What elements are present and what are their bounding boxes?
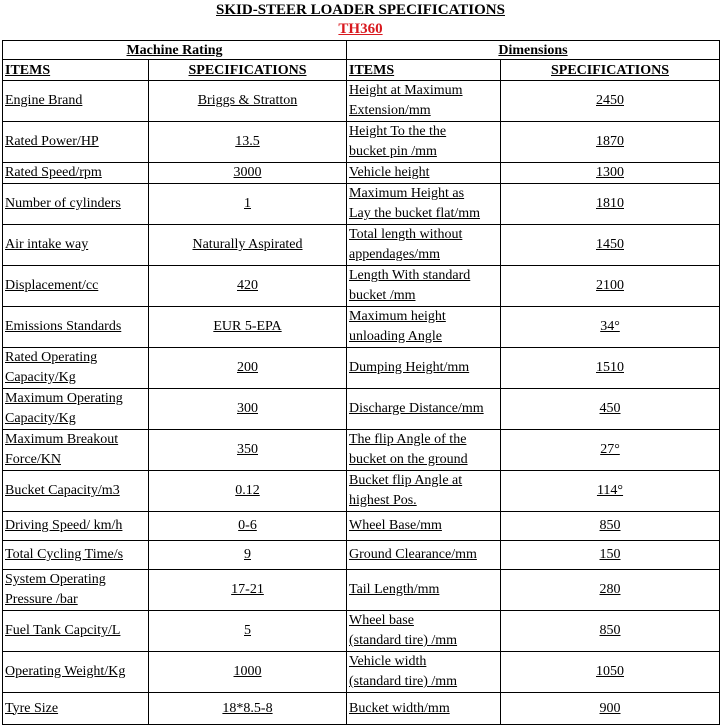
right-spec-value: 2100 (501, 266, 720, 307)
table-row (3, 652, 720, 693)
table-row (3, 225, 720, 266)
table-row (3, 512, 720, 541)
right-item-line: Discharge Distance/mm (349, 401, 484, 416)
page-title: SKID-STEER LOADER SPECIFICATIONS (216, 2, 505, 18)
right-spec-value: 850 (501, 611, 720, 652)
left-item-line: Engine Brand (5, 93, 83, 108)
left-item-line: Rated Operating (5, 350, 98, 365)
right-item-line: Total length without (349, 227, 463, 242)
left-item-line: Displacement/cc (5, 278, 99, 293)
left-item-line: Driving Speed/ km/h (5, 518, 123, 533)
right-item-line: Height at Maximum (349, 83, 463, 98)
right-item-line: Wheel Base/mm (349, 518, 442, 533)
right-item-line: Maximum Height as (349, 186, 465, 201)
left-item-line: Capacity/Kg (5, 411, 76, 426)
right-item-cell (347, 307, 501, 348)
left-spec-value: 5 (149, 611, 347, 652)
right-item-cell (347, 512, 501, 541)
right-item-cell (347, 81, 501, 122)
right-item-cell (347, 611, 501, 652)
right-item-line: Height To the the (349, 124, 447, 139)
left-item-cell (3, 512, 149, 541)
left-item-line: Air intake way (5, 237, 89, 252)
right-spec-value: 27° (501, 430, 720, 471)
right-item-line: Dumping Height/mm (349, 360, 470, 375)
right-item-line: Bucket width/mm (349, 700, 450, 716)
left-item-cell (3, 430, 149, 471)
right-item-line: Tail Length/mm (349, 582, 440, 597)
model-name: TH360 (338, 21, 383, 37)
right-spec-value: 34° (501, 307, 720, 348)
header-right-specs: SPECIFICATIONS (501, 60, 720, 81)
left-spec-value: 18*8.5-8 (149, 693, 347, 725)
right-item-line: The flip Angle of the (349, 432, 467, 447)
section-row (3, 41, 720, 60)
left-item-line: Rated Speed/rpm (5, 165, 102, 180)
header-right-items: ITEMS (347, 60, 501, 81)
right-item-cell (347, 163, 501, 184)
left-spec-value: 0-6 (149, 512, 347, 541)
right-spec-value: 1300 (501, 163, 720, 184)
right-spec-value: 850 (501, 512, 720, 541)
left-item-line: Capacity/Kg (5, 370, 76, 385)
left-item-cell (3, 184, 149, 225)
left-item-line: Maximum Operating (5, 391, 123, 406)
right-item-line: Vehicle height (349, 165, 430, 180)
left-item-cell (3, 570, 149, 611)
left-item-cell (3, 163, 149, 184)
right-item-cell (347, 184, 501, 225)
left-spec-value: 300 (149, 389, 347, 430)
right-item-line: Vehicle width (349, 654, 427, 669)
left-spec-value: 3000 (149, 163, 347, 184)
right-item-cell (347, 348, 501, 389)
left-spec-value: 350 (149, 430, 347, 471)
right-spec-value: 1450 (501, 225, 720, 266)
left-spec-value: Briggs & Stratton (149, 81, 347, 122)
left-spec-value: 1 (149, 184, 347, 225)
section-machine-rating: Machine Rating (3, 41, 347, 60)
right-item-cell (347, 389, 501, 430)
right-item-line: bucket pin /mm (349, 144, 437, 159)
table-row (3, 184, 720, 225)
right-spec-value: 280 (501, 570, 720, 611)
right-item-cell (347, 266, 501, 307)
table-row (3, 541, 720, 570)
right-item-cell (347, 570, 501, 611)
left-spec-value: 1000 (149, 652, 347, 693)
left-spec-value: 420 (149, 266, 347, 307)
right-spec-value: 1810 (501, 184, 720, 225)
right-item-line: bucket /mm (349, 288, 416, 303)
left-spec-value: Naturally Aspirated (149, 225, 347, 266)
right-item-line: Length With standard (349, 268, 471, 283)
right-item-line: Maximum height (349, 309, 446, 324)
left-item-cell (3, 225, 149, 266)
left-item-cell (3, 348, 149, 389)
right-item-line: appendages/mm (349, 247, 440, 262)
left-item-line: System Operating (5, 572, 106, 587)
table-row (3, 389, 720, 430)
right-spec-value: 900 (501, 693, 720, 725)
right-spec-value: 2450 (501, 81, 720, 122)
right-spec-value: 114° (501, 471, 720, 512)
left-item-line: Bucket Capacity/m3 (5, 483, 120, 498)
section-dimensions: Dimensions (347, 41, 720, 60)
left-item-cell (3, 266, 149, 307)
table-row (3, 266, 720, 307)
right-item-line: unloading Angle (349, 329, 442, 344)
right-item-line: (standard tire) /mm (349, 674, 458, 689)
left-spec-value: EUR 5-EPA (149, 307, 347, 348)
right-spec-value: 150 (501, 541, 720, 570)
right-item-line: highest Pos. (349, 493, 417, 508)
spec-table (2, 40, 720, 725)
left-spec-value: 0.12 (149, 471, 347, 512)
header-left-items: ITEMS (3, 60, 149, 81)
left-item-cell (3, 652, 149, 693)
left-item-line: Force/KN (5, 452, 61, 467)
right-item-line: bucket on the ground (349, 452, 468, 467)
left-item-line: Operating Weight/Kg (5, 664, 126, 679)
right-spec-value: 450 (501, 389, 720, 430)
table-row (3, 348, 720, 389)
table-row (3, 122, 720, 163)
left-item-cell (3, 122, 149, 163)
left-spec-value: 13.5 (149, 122, 347, 163)
right-spec-value: 1510 (501, 348, 720, 389)
table-row (3, 163, 720, 184)
left-item-cell (3, 611, 149, 652)
right-item-line: Bucket flip Angle at (349, 473, 463, 488)
header-row (3, 60, 720, 81)
left-item-line: Pressure /bar (5, 592, 78, 607)
left-item-cell (3, 307, 149, 348)
right-item-line: Lay the bucket flat/mm (349, 206, 481, 221)
left-item-cell (3, 389, 149, 430)
right-item-line: Wheel base (349, 613, 414, 628)
right-item-cell (347, 652, 501, 693)
table-row (3, 570, 720, 611)
left-spec-value: 9 (149, 541, 347, 570)
left-item-line: Number of cylinders (5, 196, 121, 211)
right-item-cell (347, 122, 501, 163)
left-spec-value: 17-21 (149, 570, 347, 611)
left-item-line: Tyre Size (5, 700, 59, 716)
left-spec-value: 200 (149, 348, 347, 389)
right-item-line: Extension/mm (349, 103, 431, 118)
left-item-line: Emissions Standards (5, 319, 122, 334)
header-left-specs: SPECIFICATIONS (149, 60, 347, 81)
table-row (3, 430, 720, 471)
left-item-line: Maximum Breakout (5, 432, 119, 447)
left-item-line: Rated Power/HP (5, 134, 99, 149)
left-item-cell (3, 81, 149, 122)
right-spec-value: 1050 (501, 652, 720, 693)
left-item-line: Fuel Tank Capcity/L (5, 623, 121, 638)
table-row (3, 471, 720, 512)
right-item-cell (347, 541, 501, 570)
table-row (3, 307, 720, 348)
right-item-cell (347, 471, 501, 512)
right-item-cell (347, 430, 501, 471)
right-item-line: Ground Clearance/mm (349, 547, 477, 562)
left-item-cell (3, 471, 149, 512)
left-item-cell (3, 541, 149, 570)
right-spec-value: 1870 (501, 122, 720, 163)
right-item-cell (347, 225, 501, 266)
right-item-line: (standard tire) /mm (349, 633, 458, 648)
table-row (3, 611, 720, 652)
left-item-line: Total Cycling Time/s (5, 547, 124, 562)
table-row (3, 81, 720, 122)
